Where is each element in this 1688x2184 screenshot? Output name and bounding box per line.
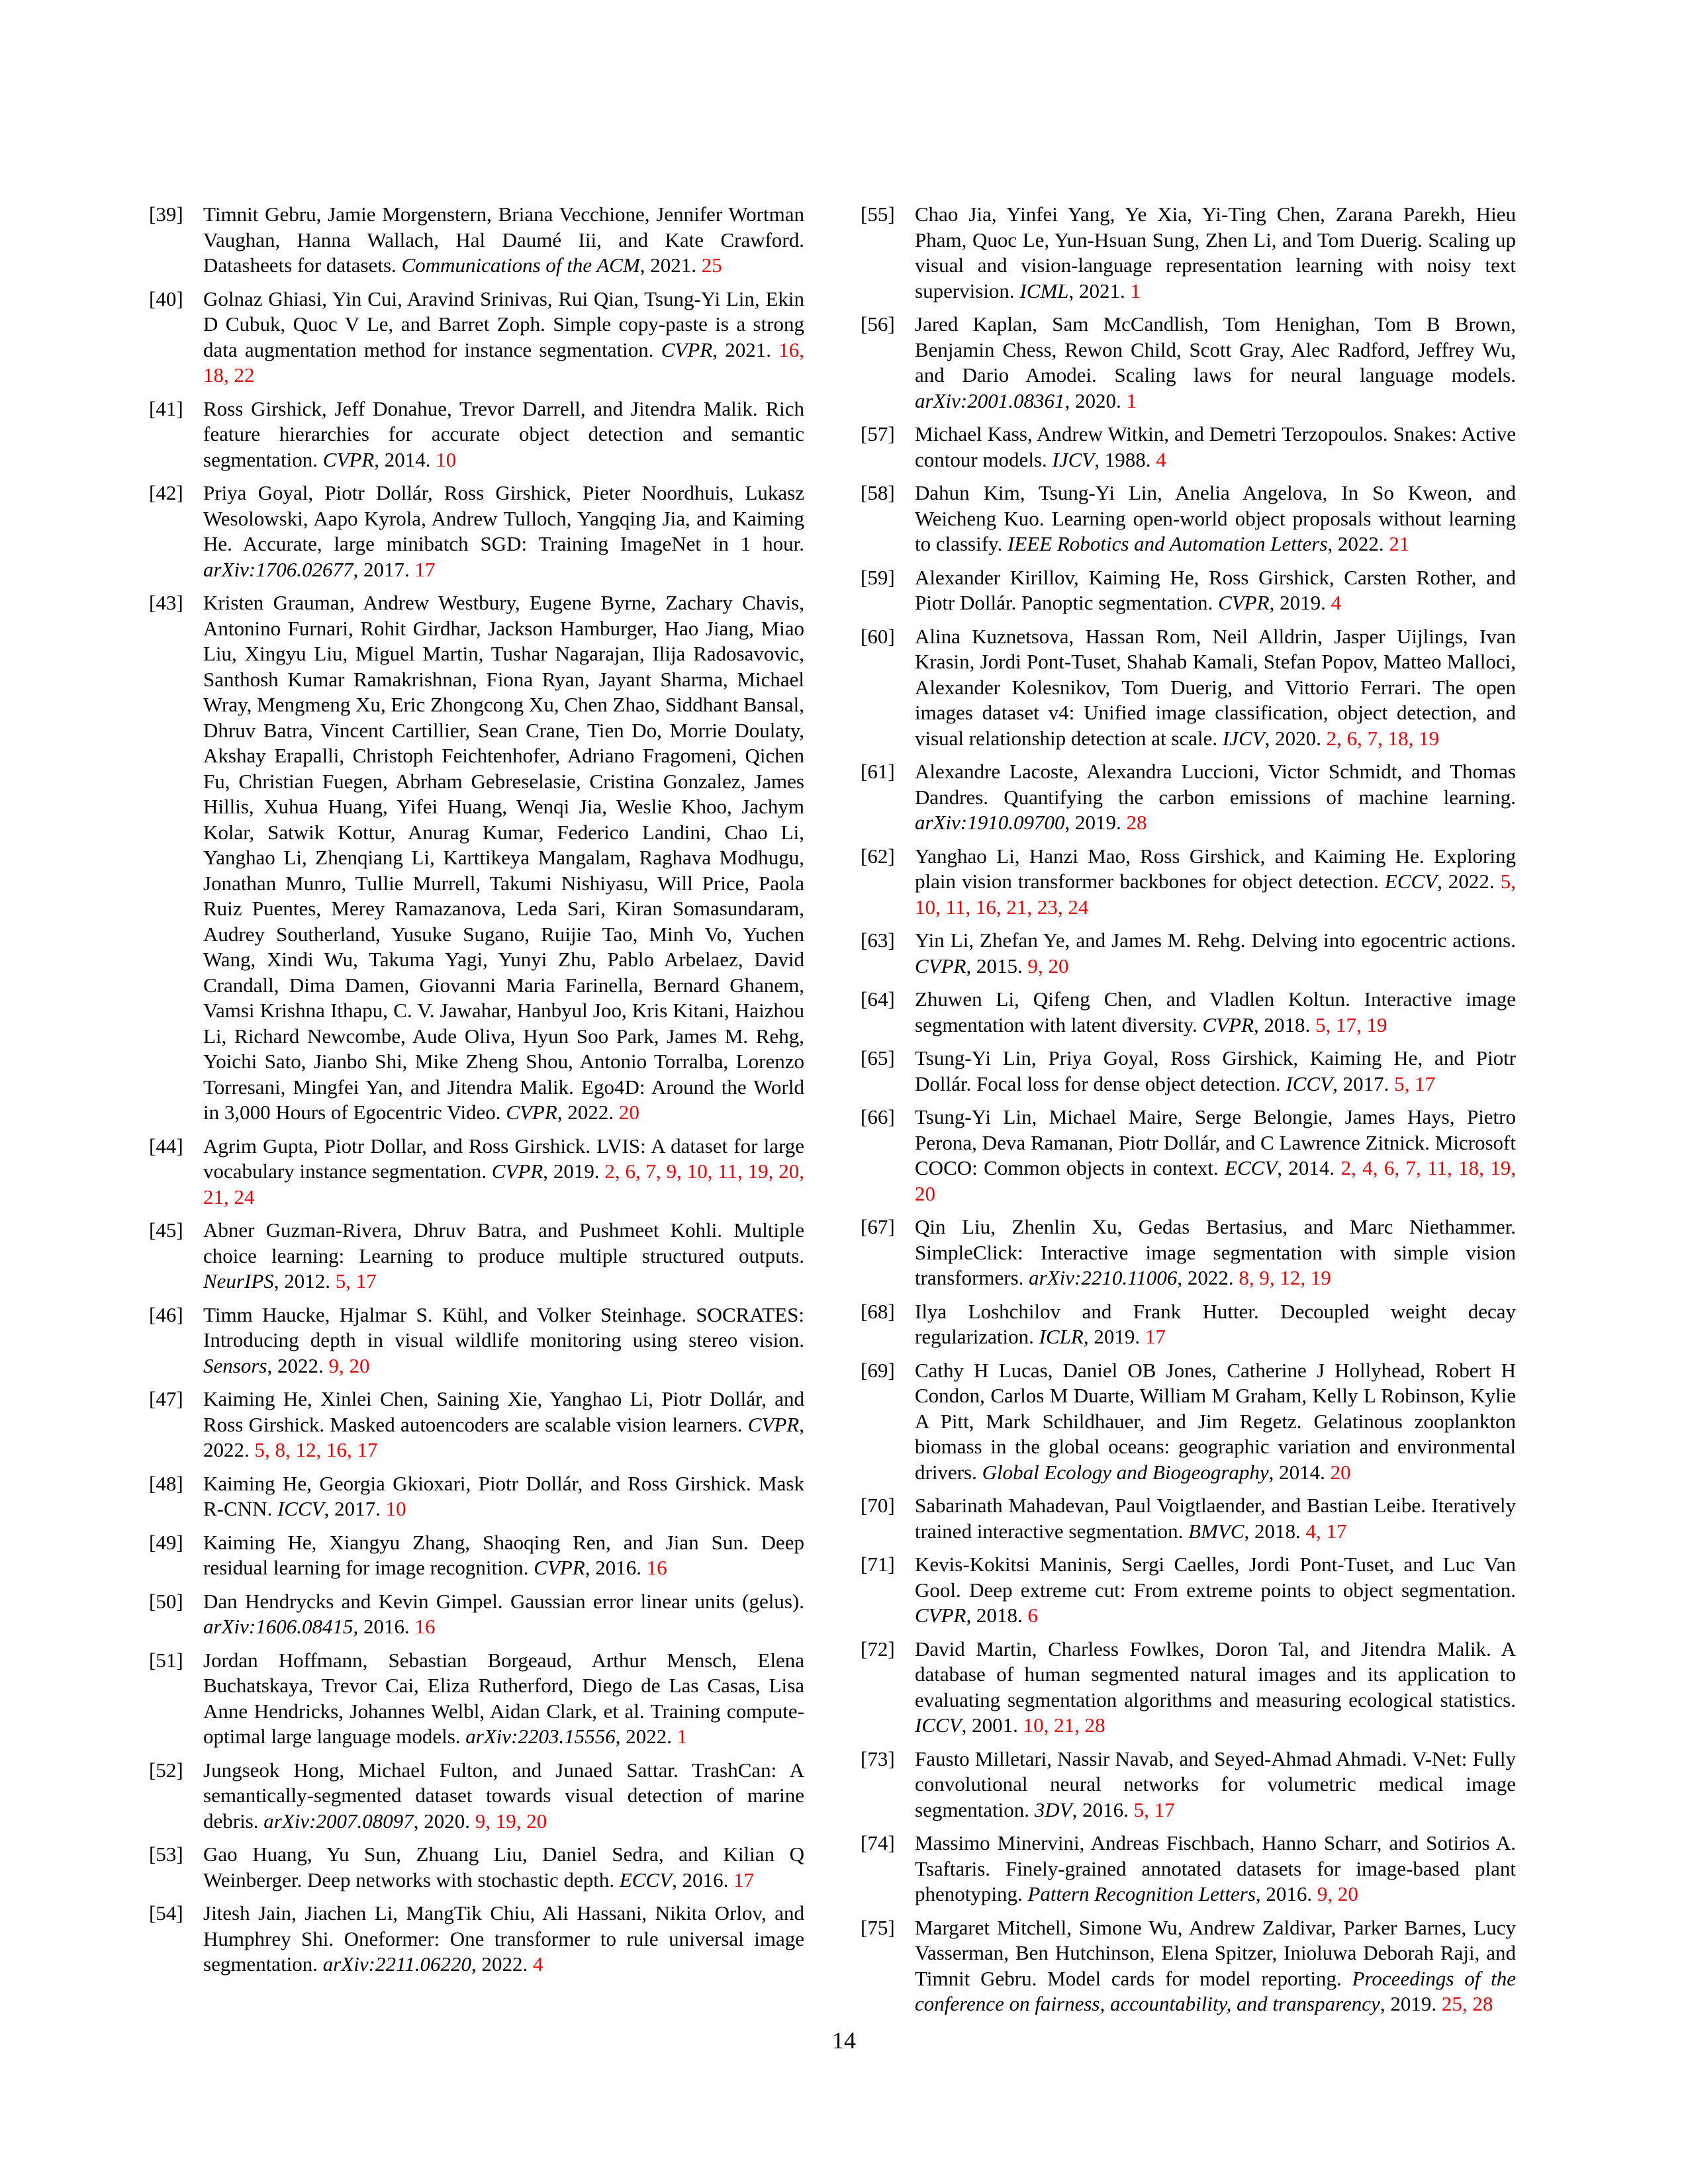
- reference-authors-title: Timnit Gebru, Jamie Morgenstern, Briana Vecchione, Jennifer Wortman Vaughan, Hanna Wallach, Hal Daumé Iii, and Kate Crawford. Datasheets for datasets.: [203, 203, 804, 277]
- reference-year: , 2001.: [961, 1713, 1023, 1737]
- reference-backlinks[interactable]: 4: [1331, 591, 1342, 614]
- reference-backlinks[interactable]: 10, 21, 28: [1023, 1713, 1105, 1737]
- reference-authors-title: Dan Hendrycks and Kevin Gimpel. Gaussian error linear units (gelus).: [203, 1589, 804, 1613]
- reference-authors-title: Massimo Minervini, Andreas Fischbach, Hanno Scharr, and Sotirios A. Tsaftaris. Finely-grained annotated datasets for image-based plant phenotyping.: [915, 1831, 1516, 1905]
- reference-number: [55]: [861, 203, 895, 226]
- reference-venue: arXiv:1606.08415: [203, 1615, 353, 1638]
- reference-venue: arXiv:1910.09700: [915, 811, 1065, 834]
- reference-entry: [861, 1915, 1516, 2017]
- reference-entry: [149, 287, 804, 388]
- reference-venue: IJCV: [1052, 447, 1095, 471]
- reference-venue: Communications of the ACM: [401, 253, 640, 277]
- reference-year: , 2016.: [1072, 1797, 1134, 1821]
- reference-entry: [149, 396, 804, 473]
- reference-number: [60]: [861, 624, 895, 648]
- reference-year: , 2014.: [374, 447, 436, 471]
- reference-number: [48]: [149, 1471, 183, 1495]
- reference-authors-title: Kaiming He, Georgia Gkioxari, Piotr Dollár, and Ross Girshick. Mask R-CNN.: [203, 1471, 804, 1520]
- reference-venue: ICLR: [1039, 1325, 1084, 1348]
- reference-backlinks[interactable]: 9, 19, 20: [475, 1809, 547, 1833]
- reference-number: [62]: [861, 844, 895, 868]
- reference-number: [49]: [149, 1530, 183, 1554]
- reference-venue: CVPR: [661, 338, 713, 361]
- reference-year: , 2017.: [353, 557, 415, 581]
- reference-year: , 2016.: [1255, 1882, 1317, 1905]
- reference-venue: arXiv:1706.02677: [203, 557, 353, 581]
- reference-backlinks[interactable]: 2, 4, 6, 7, 11, 18, 19, 20: [915, 1156, 1517, 1205]
- reference-number: [68]: [861, 1299, 895, 1323]
- reference-venue: CVPR: [506, 1101, 557, 1124]
- reference-authors-title: Jordan Hoffmann, Sebastian Borgeaud, Arthur Mensch, Elena Buchatskaya, Trevor Cai, Eliza Rutherford, Diego de Las Casas, Lisa Anne Hendricks, Johannes Welbl, Aidan Clark, et al. Training compute-optimal large language models.: [203, 1648, 804, 1748]
- reference-number: [50]: [149, 1589, 183, 1613]
- reference-entry: [861, 1214, 1516, 1291]
- reference-authors-title: Alexander Kirillov, Kaiming He, Ross Girshick, Carsten Rother, and Piotr Dollár. Panoptic segmentation.: [915, 565, 1516, 614]
- reference-authors-title: Yanghao Li, Hanzi Mao, Ross Girshick, and Kaiming He. Exploring plain vision transformer backbones for object detection.: [915, 844, 1516, 893]
- reference-backlinks[interactable]: 4: [532, 1952, 543, 1976]
- reference-entry: [861, 987, 1516, 1038]
- reference-entry: [149, 1134, 804, 1210]
- reference-backlinks[interactable]: 10: [385, 1497, 406, 1520]
- reference-backlinks[interactable]: 6: [1027, 1604, 1038, 1627]
- reference-authors-title: Kristen Grauman, Andrew Westbury, Eugene Byrne, Zachary Chavis, Antonino Furnari, Rohit Girdhar, Jackson Hamburger, Hao Jiang, Miao Liu, Xingyu Liu, Miguel Martin, Tushar Nagarajan, Ilija Radosavovic, Santhosh Kumar Ramakrishnan, Fiona Ryan, Jayant Sharma, Michael Wray, Mengmeng Xu, Eric Zhongcong Xu, Chen Zhao, Siddhant Bansal, Dhruv Batra, Vincent Cartillier, Sean Crane, Tien Do, Morrie Doulaty, Akshay Erapalli, Christoph Feichtenhofer, Adriano Fragomeni, Qichen Fu, Christian Fuegen, Abrham Gebreselasie, Cristina Gonzalez, James Hillis, Xuhua Huang, Yifei Huang, Wenqi Jia, Weslie Khoo, Jachym Kolar, Satwik Kottur, Anurag Kumar, Federico Landini, Chao Li, Yanghao Li, Zhenqiang Li, Karttikeya Mangalam, Raghava Modhugu, Jonathan Munro, Tullie Murrell, Takumi Nishiyasu, Will Price, Paola Ruiz Puentes, Merey Ramazanova, Leda Sari, Kiran Somasundaram, Audrey Southerland, Yusuke Sugano, Ruijie Tao, Minh Vo, Yuchen Wang, Xindi Wu, Takuma Yagi, Yunyi Zhu, Pablo Arbelaez, David Crandall, Dima Damen, Giovanni Maria Farinella, Bernard Ghanem, Vamsi Krishna Ithapu, C. V. Jawahar, Hanbyul Joo, Kris Kitani, Haizhou Li, Richard Newcombe, Aude Oliva, Hyun Soo Park, James M. Rehg, Yoichi Sato, Jianbo Shi, Mike Zheng Shou, Antonio Torralba, Lorenzo Torresani, Mingfei Yan, and Jitendra Malik. Ego4D: Around the World in 3,000 Hours of Egocentric Video.: [203, 591, 804, 1124]
- reference-venue: CVPR: [747, 1412, 800, 1436]
- reference-authors-title: Dahun Kim, Tsung-Yi Lin, Anelia Angelova, In So Kweon, and Weicheng Kuo. Learning open-world object proposals without learning to classify.: [915, 481, 1516, 555]
- reference-backlinks[interactable]: 16: [646, 1556, 667, 1579]
- reference-venue: ECCV: [1225, 1156, 1278, 1179]
- reference-entry: [861, 480, 1516, 557]
- reference-authors-title: Agrim Gupta, Piotr Dollar, and Ross Girshick. LVIS: A dataset for large vocabulary instance segmentation.: [203, 1134, 804, 1183]
- reference-venue: arXiv:2210.11006: [1029, 1266, 1178, 1289]
- reference-entry: [149, 1758, 804, 1835]
- reference-entry: [149, 480, 804, 582]
- reference-year: , 2022.: [1327, 532, 1389, 555]
- reference-year: , 2019.: [543, 1160, 605, 1183]
- reference-venue: Pattern Recognition Letters: [1027, 1882, 1256, 1905]
- reference-authors-title: Timm Haucke, Hjalmar S. Kühl, and Volker Steinhage. SOCRATES: Introducing depth in visual wildlife monitoring using stereo vision.: [203, 1302, 804, 1351]
- reference-entry: [861, 202, 1516, 304]
- reference-number: [66]: [861, 1105, 895, 1128]
- reference-number: [59]: [861, 565, 895, 589]
- reference-year: , 2018.: [1253, 1013, 1315, 1036]
- reference-backlinks[interactable]: 2, 6, 7, 18, 19: [1326, 726, 1440, 750]
- reference-number: [39]: [149, 203, 183, 226]
- reference-backlinks[interactable]: 8, 9, 12, 19: [1239, 1266, 1331, 1289]
- reference-number: [71]: [861, 1553, 895, 1576]
- reference-year: , 2019.: [1269, 591, 1331, 614]
- reference-year: , 2018.: [1244, 1519, 1306, 1543]
- reference-backlinks[interactable]: 9, 20: [328, 1353, 370, 1377]
- reference-entry: [861, 928, 1516, 979]
- reference-entry: [861, 759, 1516, 836]
- reference-entry: [861, 565, 1516, 616]
- reference-year: , 2017.: [324, 1497, 386, 1520]
- reference-venue: CVPR: [322, 447, 375, 471]
- reference-entry: [861, 312, 1516, 414]
- reference-number: [70]: [861, 1494, 895, 1517]
- reference-authors-title: Alina Kuznetsova, Hassan Rom, Neil Alldrin, Jasper Uijlings, Ivan Krasin, Jordi Pont-Tuset, Shahab Kamali, Stefan Popov, Matteo Malloci, Alexander Kolesnikov, Tom Duerig, and Vittorio Ferrari. The open images dataset v4: Unified image classification, object detection, and visual relationship detection at scale.: [915, 624, 1516, 750]
- reference-backlinks[interactable]: 4: [1156, 447, 1166, 471]
- reference-year: , 2018.: [966, 1604, 1028, 1627]
- reference-year: , 2019.: [1083, 1325, 1145, 1348]
- reference-year: , 2017.: [1333, 1071, 1395, 1095]
- reference-authors-title: Alexandre Lacoste, Alexandra Luccioni, Victor Schmidt, and Thomas Dandres. Quantifying the carbon emissions of machine learning.: [915, 760, 1516, 809]
- reference-number: [67]: [861, 1215, 895, 1238]
- reference-year: , 2021.: [639, 253, 702, 277]
- reference-venue: 3DV: [1034, 1797, 1072, 1821]
- references-right-column: [861, 202, 1516, 2025]
- reference-number: [46]: [149, 1302, 183, 1326]
- reference-year: , 2019.: [1380, 1992, 1442, 2015]
- reference-backlinks[interactable]: 1: [1130, 279, 1141, 302]
- reference-backlinks[interactable]: 5, 17: [335, 1269, 377, 1293]
- reference-number: [47]: [149, 1387, 183, 1410]
- reference-backlinks[interactable]: 17: [733, 1868, 755, 1891]
- reference-authors-title: Kaiming He, Xiangyu Zhang, Shaoqing Ren, and Jian Sun. Deep residual learning for image recognition.: [203, 1530, 804, 1579]
- reference-authors-title: Gao Huang, Yu Sun, Zhuang Liu, Daniel Sedra, and Kilian Q Weinberger. Deep networks with stochastic depth.: [203, 1843, 804, 1891]
- reference-venue: arXiv:2007.08097: [263, 1809, 414, 1833]
- reference-year: , 2016.: [585, 1556, 647, 1579]
- reference-venue: ICCV: [1286, 1071, 1333, 1095]
- reference-number: [54]: [149, 1901, 183, 1925]
- reference-number: [72]: [861, 1637, 895, 1661]
- reference-backlinks[interactable]: 20: [618, 1101, 639, 1124]
- reference-authors-title: Zhuwen Li, Qifeng Chen, and Vladlen Koltun. Interactive image segmentation with latent diversity.: [915, 987, 1516, 1036]
- reference-venue: arXiv:2211.06220: [322, 1952, 471, 1976]
- reference-number: [53]: [149, 1843, 183, 1866]
- reference-venue: CVPR: [534, 1556, 585, 1579]
- reference-authors-title: David Martin, Charless Fowlkes, Doron Tal, and Jitendra Malik. A database of human segmented natural images and its application to evaluating segmentation algorithms and measuring ecological statistics.: [915, 1637, 1516, 1711]
- reference-venue: CVPR: [1202, 1013, 1254, 1036]
- reference-backlinks[interactable]: 5, 10, 11, 16, 21, 23, 24: [915, 870, 1516, 919]
- reference-backlinks[interactable]: 17: [414, 557, 436, 581]
- reference-year: , 2022.: [615, 1725, 677, 1748]
- page-number: 14: [832, 2027, 856, 2054]
- reference-number: [75]: [861, 1915, 895, 1939]
- reference-authors-title: Chao Jia, Yinfei Yang, Ye Xia, Yi-Ting Chen, Zarana Parekh, Hieu Pham, Quoc Le, Yun-Hsuan Sung, Zhen Li, and Tom Duerig. Scaling up visual and vision-language representation learning with noisy text supervision.: [915, 203, 1516, 302]
- reference-number: [43]: [149, 591, 183, 614]
- reference-year: , 2022.: [1437, 870, 1501, 893]
- reference-entry: [861, 1747, 1516, 1823]
- reference-entry: [861, 844, 1516, 921]
- reference-backlinks[interactable]: 21: [1389, 532, 1410, 555]
- reference-backlinks[interactable]: 20: [1330, 1460, 1351, 1484]
- reference-year: , 2021.: [712, 338, 779, 361]
- reference-backlinks[interactable]: 16, 18, 22: [203, 338, 805, 387]
- reference-venue: ICCV: [915, 1713, 962, 1737]
- reference-year: , 2015.: [966, 954, 1028, 978]
- reference-authors-title: Kevis-Kokitsi Maninis, Sergi Caelles, Jordi Pont-Tuset, and Luc Van Gool. Deep extreme cut: From extreme points to object segmentation.: [915, 1553, 1516, 1602]
- reference-venue: ICML: [1019, 279, 1069, 302]
- reference-year: , 2019.: [1064, 811, 1127, 834]
- reference-entry: [861, 1637, 1516, 1739]
- reference-authors-title: Sabarinath Mahadevan, Paul Voigtlaender, and Bastian Leibe. Iteratively trained interactive segmentation.: [915, 1494, 1516, 1543]
- reference-number: [42]: [149, 481, 183, 504]
- reference-authors-title: Ross Girshick, Jeff Donahue, Trevor Darrell, and Jitendra Malik. Rich feature hierarchies for accurate object detection and semantic segmentation.: [203, 396, 804, 471]
- reference-year: , 2016.: [353, 1615, 415, 1638]
- reference-backlinks[interactable]: 25: [701, 253, 722, 277]
- reference-venue: Global Ecology and Biogeography: [982, 1460, 1269, 1484]
- reference-year: , 2020.: [1064, 388, 1127, 412]
- reference-entry: [861, 1831, 1516, 1907]
- reference-number: [41]: [149, 396, 183, 420]
- reference-year: , 1988.: [1094, 447, 1156, 471]
- reference-authors-title: Fausto Milletari, Nassir Navab, and Seyed-Ahmad Ahmadi. V-Net: Fully convolutional neural networks for volumetric medical image segmentation.: [915, 1747, 1516, 1821]
- reference-entry: [861, 1046, 1516, 1097]
- reference-number: [56]: [861, 312, 895, 336]
- reference-backlinks[interactable]: 1: [677, 1725, 688, 1748]
- reference-number: [73]: [861, 1747, 895, 1770]
- reference-venue: CVPR: [915, 954, 966, 978]
- reference-backlinks[interactable]: 5, 17: [1394, 1071, 1436, 1095]
- reference-authors-title: Qin Liu, Zhenlin Xu, Gedas Bertasius, and Marc Niethammer. SimpleClick: Interactive image segmentation with simple vision transformers.: [915, 1215, 1516, 1289]
- reference-venue: ECCV: [1384, 870, 1438, 893]
- reference-venue: CVPR: [491, 1160, 543, 1183]
- reference-backlinks[interactable]: 2, 6, 7, 9, 10, 11, 19, 20, 21, 24: [203, 1160, 804, 1208]
- reference-venue: arXiv:2203.15556: [465, 1725, 616, 1748]
- reference-entry: [861, 624, 1516, 752]
- reference-venue: ECCV: [619, 1868, 673, 1891]
- reference-authors-title: Jitesh Jain, Jiachen Li, MangTik Chiu, Ali Hassani, Nikita Orlov, and Humphrey Shi. Oneformer: One transformer to rule universal image segmentation.: [203, 1901, 804, 1976]
- reference-number: [64]: [861, 987, 895, 1011]
- references-left-column: [149, 202, 804, 1985]
- reference-authors-title: Golnaz Ghiasi, Yin Cui, Aravind Srinivas, Rui Qian, Tsung-Yi Lin, Ekin D Cubuk, Quoc V Le, and Barret Zoph. Simple copy-paste is a strong data augmentation method for instance segmentation.: [203, 287, 804, 361]
- reference-authors-title: Jungseok Hong, Michael Fulton, and Junaed Sattar. TrashCan: A semantically-segmented dataset towards visual detection of marine debris.: [203, 1758, 804, 1833]
- reference-venue: Proceedings of the conference on fairness, accountability, and transparency: [915, 1966, 1516, 2015]
- reference-venue: NeurIPS: [203, 1269, 274, 1293]
- reference-entry: [149, 1302, 804, 1379]
- reference-backlinks[interactable]: 17: [1145, 1325, 1166, 1348]
- reference-year: , 2022.: [557, 1101, 619, 1124]
- reference-authors-title: Tsung-Yi Lin, Priya Goyal, Ross Girshick, Kaiming He, and Piotr Dollár. Focal loss for dense object detection.: [915, 1046, 1516, 1095]
- reference-authors-title: Priya Goyal, Piotr Dollár, Ross Girshick, Pieter Noordhuis, Lukasz Wesolowski, Aapo Kyrola, Andrew Tulloch, Yangqing Jia, and Kaiming He. Accurate, large minibatch SGD: Training ImageNet in 1 hour.: [203, 481, 804, 555]
- reference-backlinks[interactable]: 25, 28: [1441, 1992, 1493, 2015]
- reference-entry: [149, 1589, 804, 1640]
- reference-entry: [149, 590, 804, 1126]
- reference-year: , 2020.: [1264, 726, 1327, 750]
- reference-backlinks[interactable]: 16: [414, 1615, 436, 1638]
- reference-entry: [149, 1842, 804, 1893]
- reference-year: , 2022.: [267, 1353, 329, 1377]
- reference-entry: [861, 1105, 1516, 1206]
- reference-entry: [149, 1387, 804, 1463]
- reference-number: [40]: [149, 287, 183, 310]
- reference-number: [52]: [149, 1758, 183, 1782]
- reference-authors-title: Cathy H Lucas, Daniel OB Jones, Catherine J Hollyhead, Robert H Condon, Carlos M Duarte, William M Graham, Kelly L Robinson, Kylie A Pitt, Mark Schildhauer, and Jim Regetz. Gelatinous zooplankton biomass in the global oceans: geographic variation and environmental drivers.: [915, 1358, 1516, 1484]
- reference-entry: [861, 1493, 1516, 1544]
- reference-year: , 2022.: [203, 1412, 804, 1461]
- reference-entry: [861, 1299, 1516, 1350]
- reference-venue: Sensors: [203, 1353, 267, 1377]
- reference-authors-title: Jared Kaplan, Sam McCandlish, Tom Henighan, Tom B Brown, Benjamin Chess, Rewon Child, Scott Gray, Alec Radford, Jeffrey Wu, and Dario Amodei. Scaling laws for neural language models.: [915, 312, 1516, 387]
- reference-number: [63]: [861, 929, 895, 952]
- reference-number: [65]: [861, 1046, 895, 1069]
- reference-venue: IEEE Robotics and Automation Letters: [1008, 532, 1328, 555]
- reference-backlinks[interactable]: 5, 17: [1133, 1797, 1175, 1821]
- reference-venue: BMVC: [1188, 1519, 1244, 1543]
- reference-number: [57]: [861, 422, 895, 445]
- reference-venue: IJCV: [1222, 726, 1265, 750]
- reference-backlinks[interactable]: 4, 17: [1305, 1519, 1347, 1543]
- reference-backlinks[interactable]: 5, 17, 19: [1315, 1013, 1387, 1036]
- reference-year: , 2016.: [672, 1868, 734, 1891]
- reference-authors-title: Michael Kass, Andrew Witkin, and Demetri Terzopoulos. Snakes: Active contour models.: [915, 422, 1516, 471]
- reference-number: [69]: [861, 1358, 895, 1382]
- reference-year: , 2014.: [1268, 1460, 1331, 1484]
- reference-year: , 2014.: [1277, 1156, 1341, 1179]
- reference-entry: [149, 1901, 804, 1978]
- reference-entry: [861, 1358, 1516, 1486]
- reference-venue: CVPR: [915, 1604, 966, 1627]
- reference-backlinks[interactable]: 9, 20: [1317, 1882, 1358, 1905]
- reference-entry: [149, 1648, 804, 1750]
- reference-number: [45]: [149, 1218, 183, 1242]
- reference-authors-title: Tsung-Yi Lin, Michael Maire, Serge Belongie, James Hays, Pietro Perona, Deva Ramanan, Piotr Dollár, and C Lawrence Zitnick. Microsoft COCO: Common objects in context.: [915, 1105, 1516, 1179]
- reference-year: , 2022.: [1177, 1266, 1239, 1289]
- reference-number: [61]: [861, 760, 895, 783]
- reference-backlinks[interactable]: 1: [1126, 388, 1137, 412]
- reference-number: [44]: [149, 1134, 183, 1158]
- reference-entry: [149, 1471, 804, 1522]
- reference-year: , 2020.: [413, 1809, 475, 1833]
- reference-authors-title: Kaiming He, Xinlei Chen, Saining Xie, Yanghao Li, Piotr Dollár, and Ross Girshick. Masked autoencoders are scalable vision learners.: [203, 1387, 804, 1436]
- reference-authors-title: Margaret Mitchell, Simone Wu, Andrew Zaldivar, Parker Barnes, Lucy Vasserman, Ben Hutchinson, Elena Spitzer, Inioluwa Deborah Raji, and Timnit Gebru. Model cards for model reporting.: [915, 1915, 1516, 1990]
- reference-entry: [149, 1530, 804, 1581]
- reference-backlinks[interactable]: 5, 8, 12, 16, 17: [254, 1438, 378, 1461]
- reference-authors-title: Abner Guzman-Rivera, Dhruv Batra, and Pushmeet Kohli. Multiple choice learning: Learning to produce multiple structured outputs.: [203, 1218, 804, 1267]
- reference-backlinks[interactable]: 9, 20: [1027, 954, 1069, 978]
- reference-number: [51]: [149, 1648, 183, 1672]
- reference-year: , 2012.: [273, 1269, 336, 1293]
- reference-entry: [861, 422, 1516, 473]
- reference-entry: [861, 1552, 1516, 1629]
- reference-authors-title: Yin Li, Zhefan Ye, and James M. Rehg. Delving into egocentric actions.: [915, 929, 1516, 952]
- reference-number: [58]: [861, 481, 895, 504]
- reference-year: , 2021.: [1068, 279, 1131, 302]
- reference-venue: ICCV: [277, 1497, 324, 1520]
- reference-backlinks[interactable]: 10: [436, 447, 457, 471]
- reference-entry: [149, 202, 804, 279]
- reference-venue: CVPR: [1218, 591, 1270, 614]
- reference-entry: [149, 1218, 804, 1295]
- reference-year: , 2022.: [471, 1952, 533, 1976]
- reference-backlinks[interactable]: 28: [1126, 811, 1147, 834]
- reference-authors-title: Ilya Loshchilov and Frank Hutter. Decoupled weight decay regularization.: [915, 1299, 1516, 1348]
- reference-number: [74]: [861, 1831, 895, 1854]
- reference-venue: arXiv:2001.08361: [915, 388, 1065, 412]
